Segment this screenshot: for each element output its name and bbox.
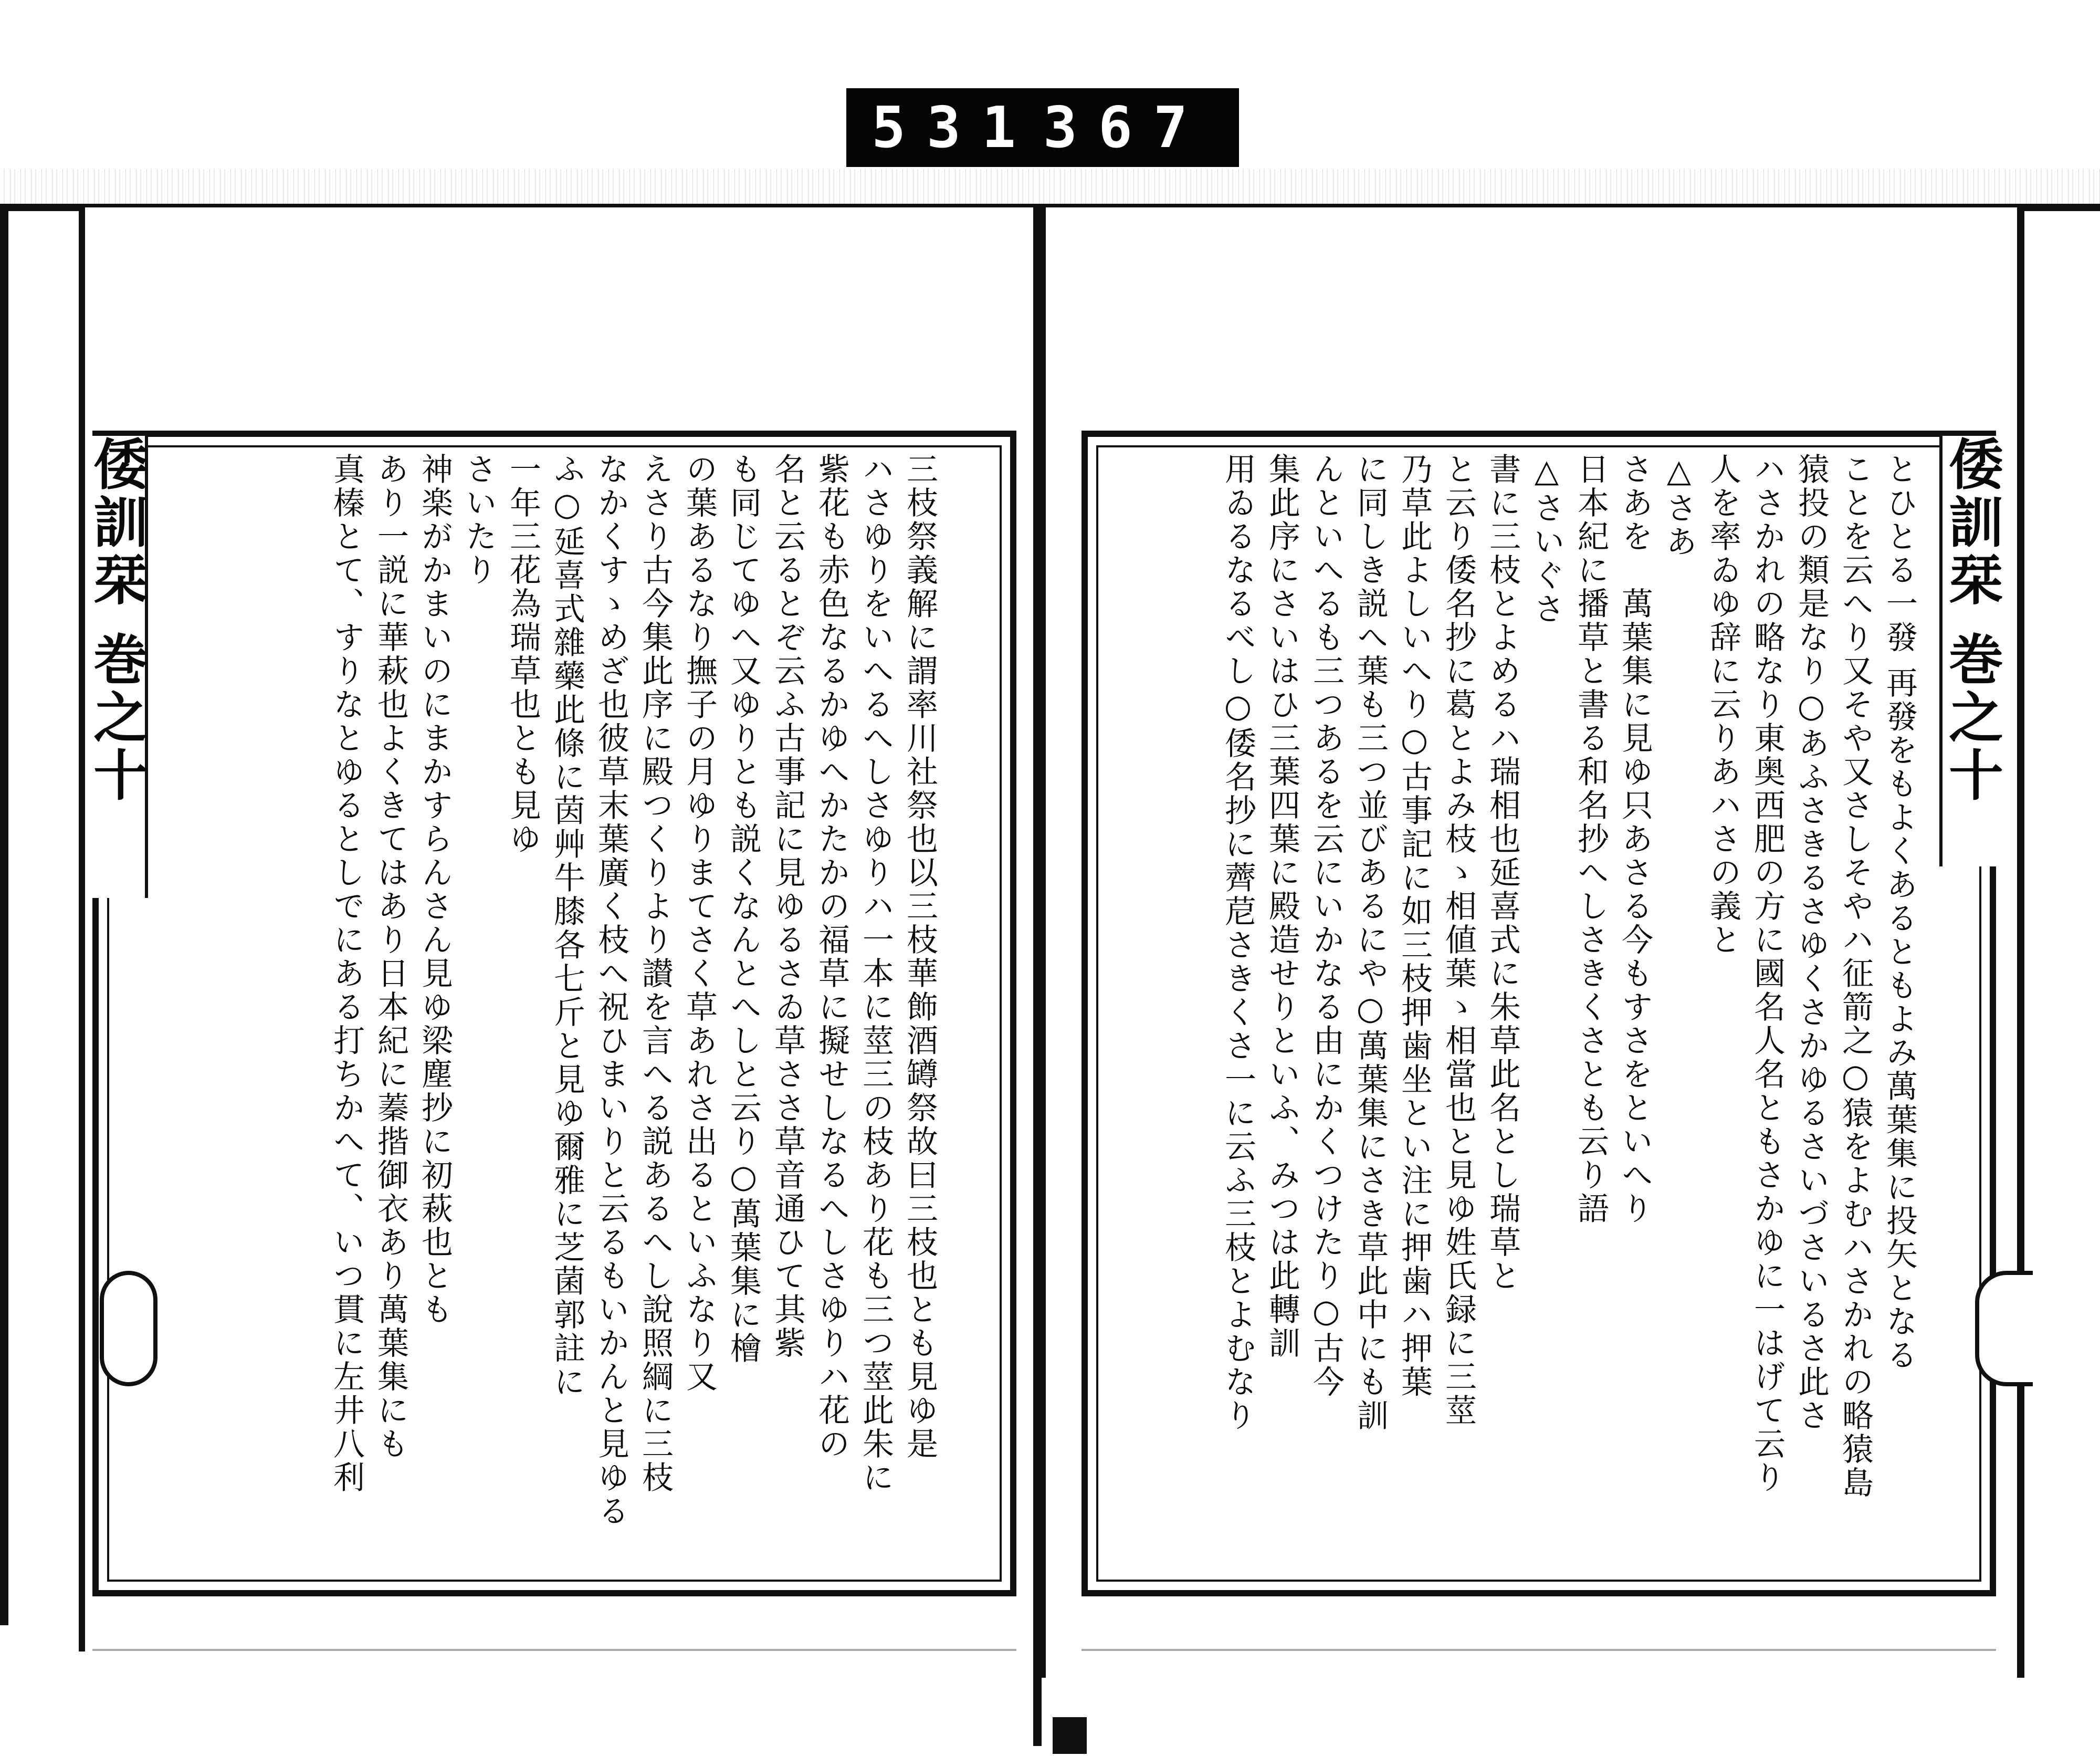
left-page-foot — [92, 1591, 1016, 1651]
right-folio-mark — [1975, 1271, 2033, 1386]
left-text-body — [114, 453, 942, 1574]
left-running-title: 倭訓栞 巻之十 — [87, 436, 148, 898]
text-column: 名と云るとぞ云ふ古事記に見ゆるさゐ草ささ草音通ひて其紫 — [769, 453, 806, 1360]
text-column: なかくすゝめざ也彼草末葉廣く枝へ祝ひまいりと云るもいかんと見ゆる — [593, 453, 629, 1528]
text-column: とひとる一發 再發をもよくあるともよみ萬葉集に投矢となる — [1881, 453, 1918, 1373]
text-column: あり一説に華萩也よくきてはあり日本紀に蓁揩御衣あり萬葉集にも — [372, 453, 409, 1461]
right-running-title: 倭訓栞 巻之十 — [1939, 436, 2000, 866]
left-text-frame — [92, 431, 1016, 1596]
book-gutter — [1033, 207, 1042, 1746]
text-column: ことを云へり又そや又さしそやハ征箭之○猿をよむハさかれの略猿島 — [1837, 453, 1874, 1500]
right-text-body — [1104, 453, 1922, 1574]
text-column: 猿投の類是なり○あふさきるさゆくさかゆるさいづさいるさ此さ — [1793, 453, 1830, 1433]
text-column: 書に三枝とよめるハ瑞相也延喜式に朱草此名とし瑞草と — [1484, 453, 1521, 1293]
text-column: 集此序にさいはひ三葉四葉に殿造せりといふ、みつは此轉訓 — [1264, 453, 1300, 1360]
catalog-number-right: 367 — [1043, 95, 1209, 161]
catalog-number-label — [846, 88, 1239, 167]
text-column: ハさかれの略なり東奥西肥の方に國名人名ともさかゆに一はげて云り — [1749, 453, 1786, 1494]
text-column: も同じてゆへ又ゆりとも説くなんとへしと云り○萬葉集に檜 — [725, 453, 762, 1365]
text-column: 人を率ゐゆ辞に云りあハさの義と — [1705, 453, 1741, 957]
text-column: 神楽がかまいのにまかすらんさん見ゆ梁塵抄に初萩也とも — [416, 453, 453, 1326]
text-column: 乃草此よしいへり○古事記に如三枝押歯坐とい注に押歯ハ押葉 — [1396, 453, 1433, 1399]
text-column: ハさゆりをいへるへしさゆりハ一本に莖三の枝あり花も三つ莖此朱に — [857, 453, 894, 1494]
text-column: 真榛とて、すりなとゆるとしでにある打ちかへて、いつ貫に左井八利 — [328, 453, 365, 1494]
book-left-edge — [0, 207, 8, 1625]
text-column: △さあ — [1661, 453, 1697, 559]
text-column: の葉あるなり撫子の月ゆりまてさく草あれさ出るといふなり又 — [681, 453, 718, 1394]
text-column: に同しき説へ葉も三つ並びあるにや○萬葉集にさき草此中にも訓 — [1352, 453, 1389, 1433]
text-column: 紫花も赤色なるかゆへかたかの福草に擬せしなるへしさゆりハ花の — [813, 453, 850, 1461]
catalog-number-left: 531 — [872, 95, 1037, 161]
text-column: 三枝祭義解に謂率川社祭也以三枝華飾酒罇祭故曰三枝也とも見ゆ是 — [901, 453, 938, 1461]
text-column: 用ゐるなるべし○倭名抄に薺苨さきくさ一に云ふ三枝とよむなり — [1220, 453, 1256, 1433]
left-folio-mark — [100, 1271, 158, 1386]
gutter-foot-mark — [1053, 1717, 1087, 1754]
right-page-foot — [1082, 1591, 1996, 1651]
text-column: んといへるも三つあるを云にいかなる由にかくつけたり○古今 — [1308, 453, 1345, 1399]
text-column: 一年三花為瑞草也とも見ゆ — [505, 453, 541, 856]
text-column: さいたり — [460, 453, 497, 587]
right-text-frame — [1082, 431, 1996, 1596]
text-column: △さいぐさ — [1528, 453, 1565, 626]
text-column: えさり古今集此序に殿つくりより讃を言へる説あるへし說照綱に三枝 — [637, 453, 674, 1494]
text-column: 日本紀に播草と書る和名抄へしさきくさとも云り語 — [1572, 453, 1609, 1226]
text-column: さあを 萬葉集に見ゆ只あさる今もすさをといへり — [1616, 453, 1653, 1226]
text-column: ふ○延喜式雜藥此條に茵艸牛膝各七斤と見ゆ爾雅に芝菌郭註に — [549, 453, 585, 1399]
text-column: と云り倭名抄に葛とよみ枝ゝ相値葉ゝ相當也と見ゆ姓氏録に三莖 — [1440, 453, 1477, 1427]
